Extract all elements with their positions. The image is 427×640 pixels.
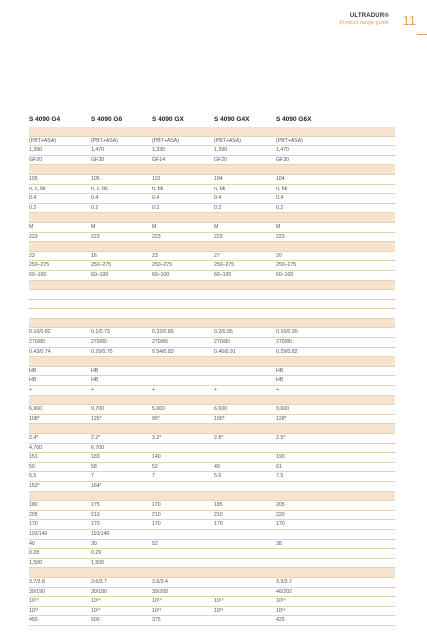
section-band [29,319,395,329]
table-cell: 27 [214,252,220,259]
table-cell: 5.5 [214,473,222,480]
table-cell: 0.54/0.83 [152,348,174,355]
table-cell: 3.9/3.7 [276,578,292,585]
table-row [29,328,395,338]
table-cell: 0.29/0.75 [91,348,113,355]
table-row [29,223,395,233]
table-cell: 10¹⁴ [152,598,162,605]
table-row [29,300,395,310]
table-cell: 223 [29,233,38,240]
table-cell: 10¹⁴ [29,598,39,605]
table-cell: 175 [91,502,100,509]
table-cell: + [91,387,95,394]
section-band [29,281,395,291]
table-cell: 30 [91,540,97,547]
table-cell: 210 [152,511,161,518]
table-cell: 0.2/0.95 [214,329,233,336]
table-cell: 0.16/0.95 [276,329,298,336]
table-row [29,376,395,386]
table-cell: 180 [29,502,38,509]
table-row [29,156,395,166]
table-cell: n, c, bk [91,185,108,192]
table-cell: 10¹³ [91,607,101,614]
table-cell: 0.2 [152,204,160,211]
table-cell: 190 [276,454,285,461]
page-header [0,0,427,34]
table-cell: GF14 [152,156,165,163]
table-cell: 0.2 [214,204,222,211]
table-cell: 40 [29,540,35,547]
table-row [29,146,395,156]
table-cell: 0.1/0.73 [91,329,110,336]
table-cell: 3.6/3.7 [91,578,107,585]
table-row [29,386,395,396]
table-cell: 60–100 [29,271,47,278]
table-cell: 0.4 [29,195,37,202]
table-cell: 108* [29,415,40,422]
table-cell: 125* [91,415,102,422]
table-cell: 6,600 [214,406,227,413]
section-band [29,396,395,406]
table-row [29,185,395,195]
table-row [29,405,395,415]
table-cell: 128* [276,415,287,422]
section-band [29,357,395,367]
table-cell: 183 [91,454,100,461]
table-cell: 425 [276,617,285,624]
table-cell: 0.4 [152,195,160,202]
table-cell: 250–275 [152,262,173,269]
table-row [29,367,395,377]
table-cell: HB [29,377,37,384]
table-cell: 500 [91,617,100,624]
table-cell: 0.4 [214,195,222,202]
table-cell: 105 [91,175,100,182]
section-band [29,492,395,502]
table-cell: 10¹³ [29,607,39,614]
table-cell: 30/190 [29,588,45,595]
table-cell: 250–275 [91,262,112,269]
table-row [29,137,395,147]
table-cell: 220 [276,511,285,518]
table-cell: 270/80 [29,339,45,346]
table-cell: 210 [91,511,100,518]
table-cell: + [214,387,218,394]
table-cell: 110/140 [29,530,48,537]
table-cell: n, bk [214,185,226,192]
table-cell: 151 [29,454,38,461]
table-cell: GF20 [214,156,227,163]
table-cell: 10¹⁴ [214,598,224,605]
table-cell: 49 [214,463,220,470]
brand-name: ULTRADUR® [349,13,389,19]
table-cell: 52 [152,540,158,547]
section-band [29,242,395,252]
section-band [29,213,395,223]
table-cell: 30/180 [91,588,107,595]
table-cell: 104 [214,175,223,182]
table-cell: 1,500 [91,559,104,566]
table-cell: HB [29,367,37,374]
table-cell: 6,960 [29,406,42,413]
table-cell: HB [91,367,99,374]
table-cell: 60–100 [152,271,170,278]
table-cell: 110/140 [91,530,110,537]
table-cell: 7 [152,473,155,480]
table-cell: 104 [276,175,285,182]
table-cell: 6,700 [91,444,104,451]
table-row [29,252,395,262]
table-row [29,511,395,521]
table-row [29,290,395,300]
header-rule [417,34,427,35]
table-cell: 375 [152,617,161,624]
table-cell: 450 [29,617,38,624]
table-cell: 0.28 [29,550,40,557]
table-cell: 250–275 [29,262,50,269]
table-cell: 153* [29,482,40,489]
table-cell: 23 [29,252,35,259]
brand-block [339,13,389,27]
table-cell: 223 [152,233,161,240]
table-cell: 223 [214,233,223,240]
table-cell: (PBT+ASA) [29,137,56,144]
table-row [29,607,395,617]
table-cell: 270/80 [152,339,168,346]
table-cell: n, c, bk [29,185,46,192]
table-cell: 0.2 [91,204,99,211]
table-row [29,540,395,550]
column-header: S 4090 G4X [214,116,250,123]
table-cell: 170 [214,521,223,528]
table-cell: 100* [214,415,225,422]
table-cell: 5,600 [152,406,165,413]
table-cell: 52 [152,463,158,470]
table-cell: 0.4 [91,195,99,202]
table-row [29,233,395,243]
table-cell: 20 [276,252,282,259]
page-number: 11 [402,13,416,28]
table-cell: HB [276,367,284,374]
table-cell: 10¹³ [152,607,162,614]
table-row [29,338,395,348]
table-cell: 60–100 [214,271,232,278]
column-header: S 4090 G6 [91,116,123,123]
table-cell: 140 [152,454,161,461]
table-cell: 210 [214,511,223,518]
table-cell: 7 [91,473,94,480]
table-cell: 0.2 [29,204,37,211]
table-cell: 1,330 [152,147,165,154]
brand-subtitle: Product range guide [339,20,389,26]
table-cell: 10¹⁴ [91,598,101,605]
table-cell: 0.29 [91,550,102,557]
table-cell: 250–275 [276,262,297,269]
table-cell: 10¹³ [276,607,286,614]
column-header: S 4090 GX [152,116,184,123]
table-cell: 270/80 [214,339,230,346]
table-cell: M [214,223,219,230]
table-cell: 58 [91,463,97,470]
table-cell: + [152,387,156,394]
table-row [29,559,395,569]
table-cell: M [29,223,34,230]
table-cell: M [91,223,96,230]
table-cell: 3.2* [152,435,162,441]
table-cell: 105 [29,175,38,182]
table-row [29,616,395,626]
table-cell: + [276,387,280,394]
table-cell: M [276,223,281,230]
table-row [29,549,395,559]
table-cell: 250–275 [214,262,235,269]
table-cell: 2.8* [214,435,224,441]
table-cell: 0.4 [276,195,284,202]
table-row [29,463,395,473]
table-cell: 60–100 [91,271,109,278]
table-cell: 205 [276,502,285,509]
table-cell: 9,600 [276,406,289,413]
table-cell: 185 [214,502,223,509]
table-cell: GF30 [276,156,289,163]
table-row [29,309,395,319]
table-row [29,415,395,425]
table-cell: 0.46/0.91 [214,348,236,355]
table-cell: 23 [152,252,158,259]
table-cell: 170 [152,521,161,528]
section-band [29,165,395,175]
table-cell: 0.16/0.82 [29,329,51,336]
table-cell: 2.5* [276,435,286,441]
table-cell: 223 [91,233,100,240]
table-cell: 1,470 [91,147,104,154]
table-cell: 205 [29,511,38,518]
section-band [29,127,395,137]
table-row [29,271,395,281]
table-cell: GF20 [29,156,42,163]
table-row [29,482,395,492]
table-cell: 61 [276,463,282,470]
table-row [29,444,395,454]
table-row [29,175,395,185]
column-header: S 4090 G4 [29,116,61,123]
table-cell: 0.32/0.89 [152,329,174,336]
properties-table [29,127,395,626]
table-cell: 0.2 [276,204,284,211]
table-cell: 0.29/0.82 [276,348,298,355]
table-cell: HB [276,377,284,384]
table-row [29,597,395,607]
table-cell: 46/202 [276,588,292,595]
table-cell: 38 [276,540,282,547]
table-row [29,434,395,444]
table-row [29,261,395,271]
table-cell: + [29,387,33,394]
table-cell: (PBT+ASA) [91,137,118,144]
table-row [29,472,395,482]
table-row [29,204,395,214]
table-cell: 170 [29,521,38,528]
table-cell: M [152,223,157,230]
table-cell: 50 [29,463,35,470]
column-header: S 4090 G6X [276,116,312,123]
section-band [29,424,395,434]
table-cell: 0.43/0.74 [29,348,51,355]
table-cell: 1,470 [276,147,289,154]
table-cell: (PBT+ASA) [214,137,241,144]
table-row [29,194,395,204]
table-row [29,348,395,358]
table-cell: 7.5 [276,473,284,480]
table-cell: 16 [91,252,97,259]
table-row [29,501,395,511]
table-cell: 3.6/3.4 [152,578,168,585]
table-cell: 2.2* [91,435,101,441]
table-cell: 170 [152,502,161,509]
table-cell: 223 [276,233,285,240]
table-row [29,453,395,463]
table-cell: (PBT+ASA) [276,137,303,144]
table-cell: 164* [91,482,102,489]
table-cell: 1,390 [214,147,227,154]
table-cell: n, bk [152,185,164,192]
table-cell: 3.7/3.8 [29,578,45,585]
column-headers [0,116,427,126]
table-cell: 5.5 [29,473,37,480]
table-cell: 110 [152,175,161,182]
table-cell: 270/80 [91,339,107,346]
table-cell: 2.4* [29,435,39,441]
table-cell: HB [91,377,99,384]
table-row [29,588,395,598]
table-cell: n, bk [276,185,288,192]
table-cell: (PBT+ASA) [152,137,179,144]
table-cell: 270/80 [276,339,292,346]
table-cell: 95* [152,415,160,422]
table-cell: GF30 [91,156,104,163]
table-cell: 10¹⁴ [276,598,286,605]
table-row [29,520,395,530]
table-cell: 60–100 [276,271,294,278]
table-cell: 170 [91,521,100,528]
table-cell: 1,500 [29,559,42,566]
table-cell: 1,390 [29,147,42,154]
table-cell: 170 [276,521,285,528]
table-cell: 9,700 [91,406,104,413]
table-row [29,530,395,540]
table-cell: 10¹³ [214,607,224,614]
table-cell: 4,700 [29,444,42,451]
table-row [29,578,395,588]
section-band [29,568,395,578]
table-cell: 39/208 [152,588,168,595]
